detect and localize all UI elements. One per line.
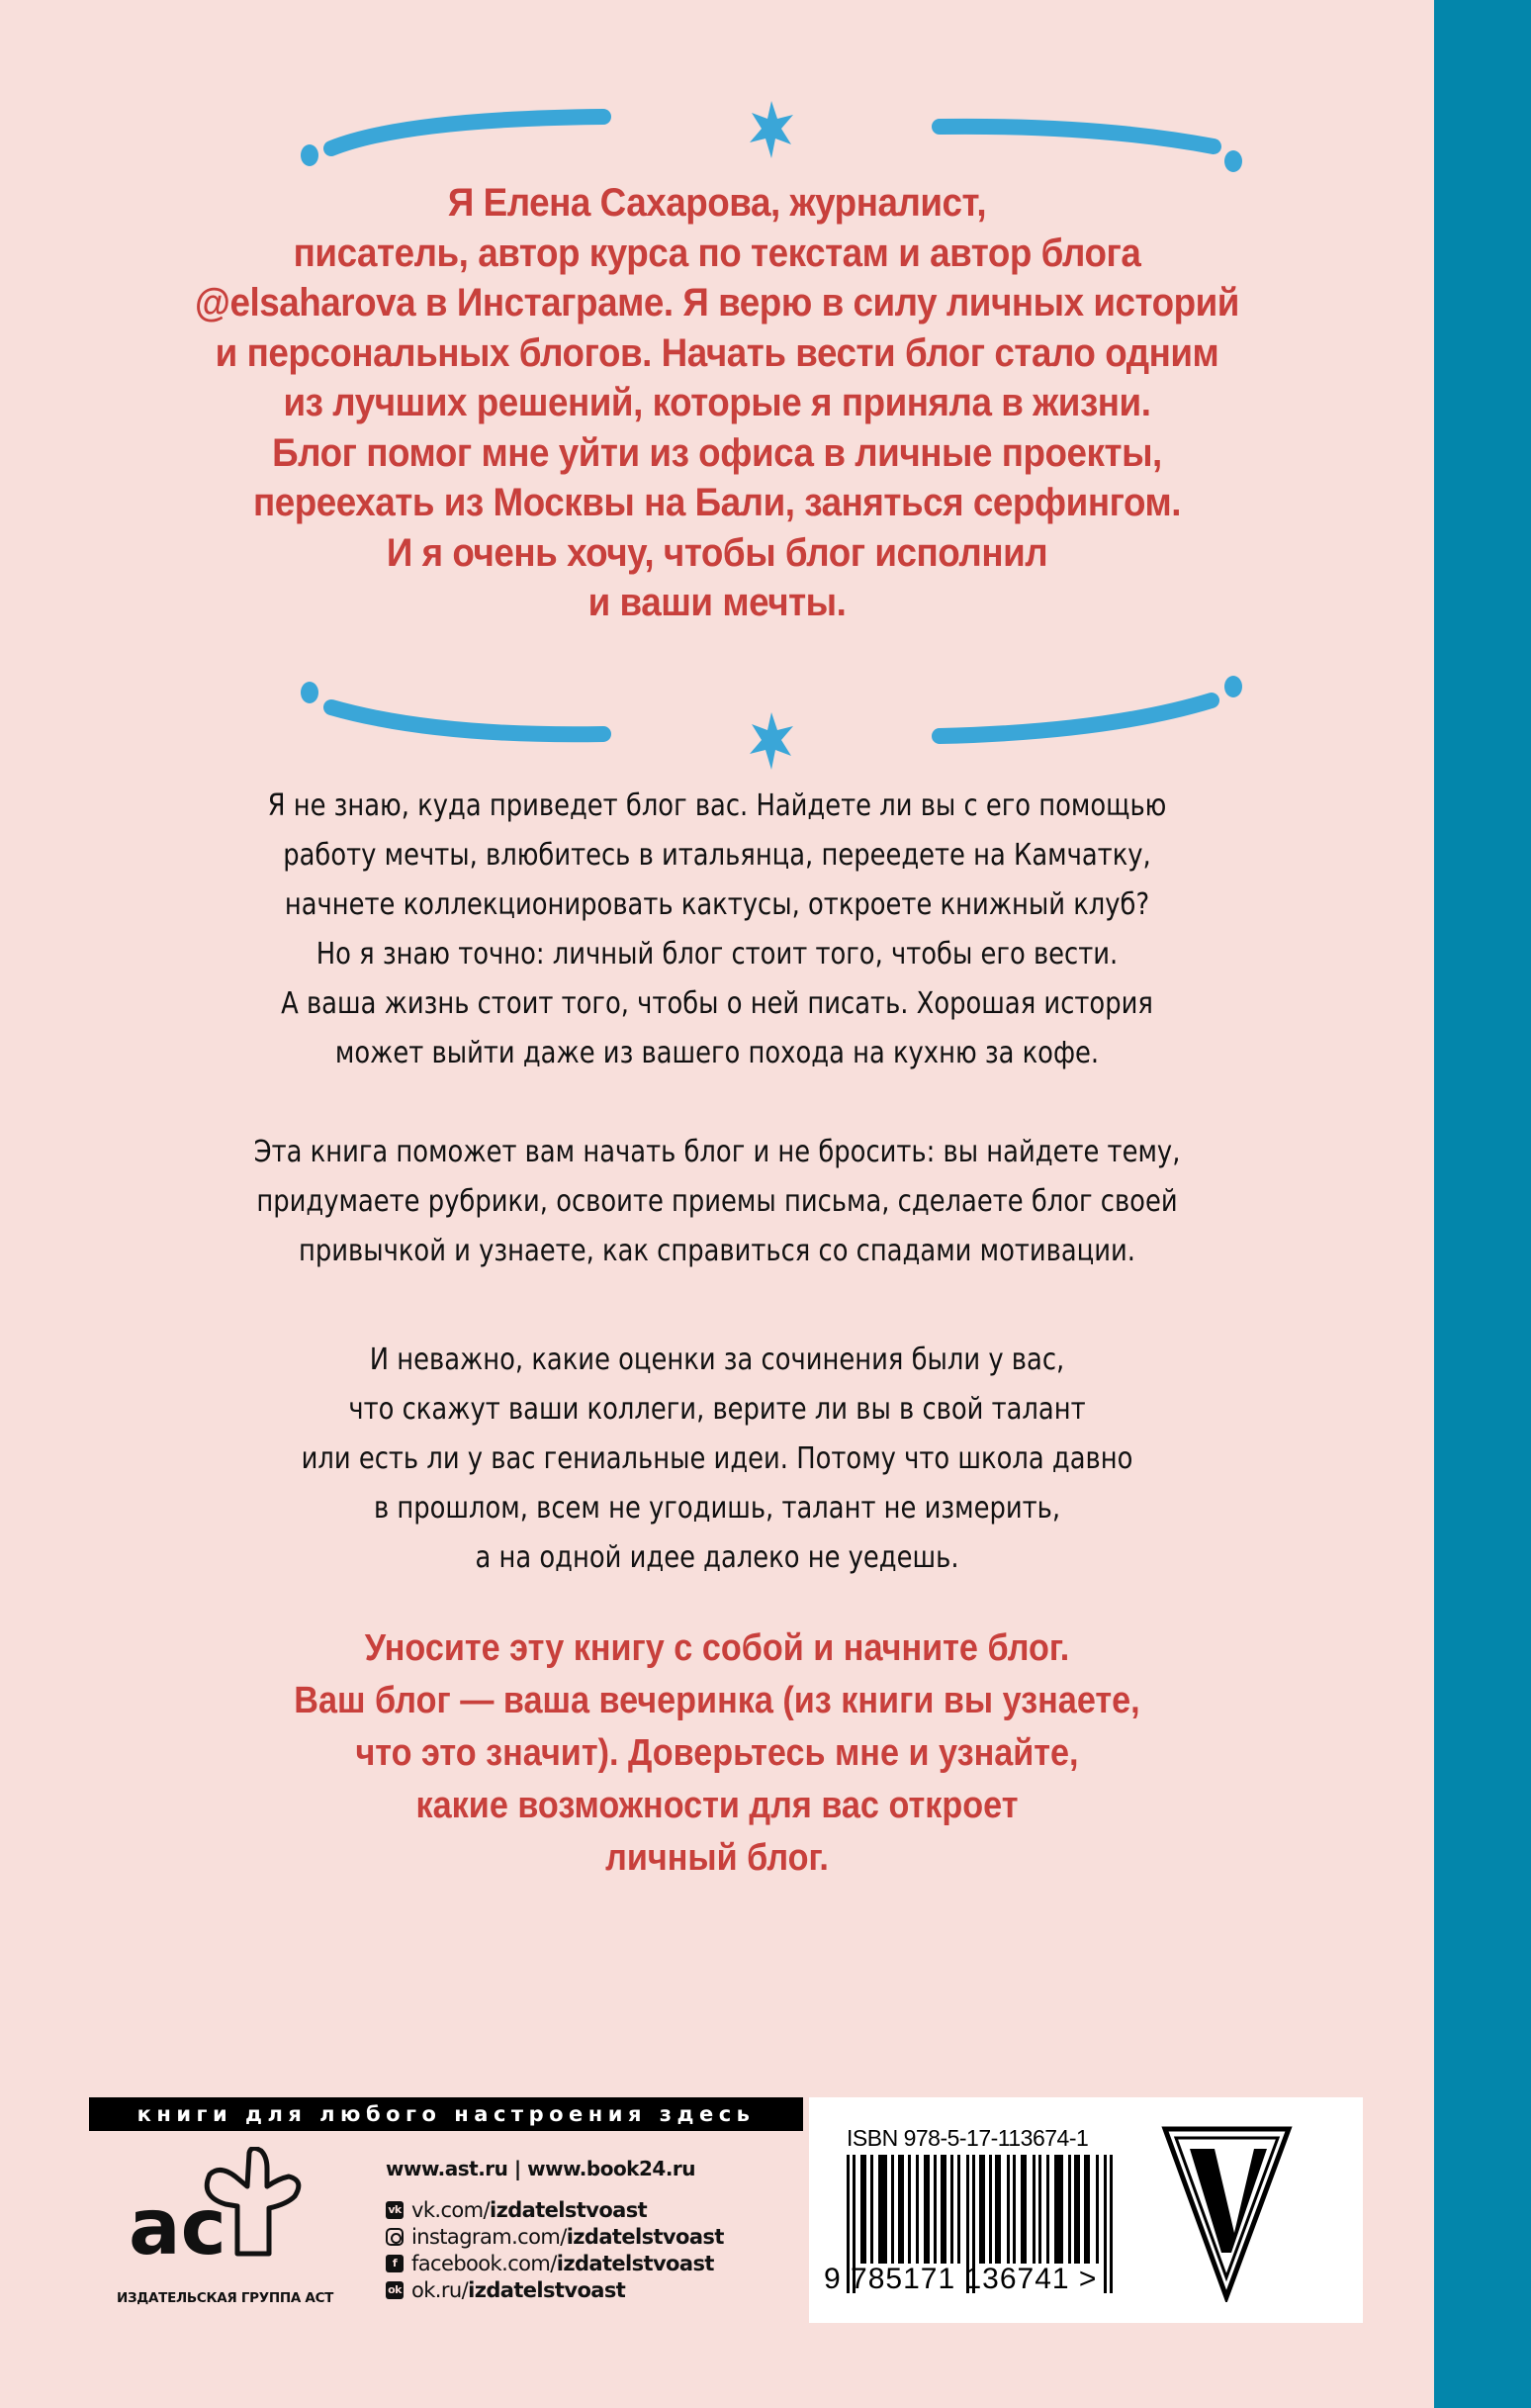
social-handle: izdatelstvoast xyxy=(490,2197,648,2222)
text-line: работу мечты, влюбитесь в итальянца, переедете на Камчатку, xyxy=(283,838,1151,873)
social-handle: izdatelstvoast xyxy=(566,2224,724,2249)
text-line: и персональных блогов. Начать вести блог стало одним xyxy=(215,330,1219,375)
text-line: из лучших решений, которые я приняла в жизни. xyxy=(283,381,1151,424)
text-line: Ваш блог — ваша вечеринка (из книги вы узнаете, xyxy=(294,1680,1140,1721)
text-line: что это значит). Доверьтесь мне и узнайте, xyxy=(355,1732,1079,1774)
body-paragraph-2 xyxy=(0,1128,1434,1276)
publisher-name: ИЗДАТЕЛЬСКАЯ ГРУППА АСТ xyxy=(117,2290,334,2306)
decorative-swash-star-icon xyxy=(287,663,1256,772)
isbn-barcode-panel xyxy=(809,2097,1363,2323)
odnoklassniki-icon: ok xyxy=(386,2281,404,2299)
text-line: какие возможности для вас откроет xyxy=(415,1785,1019,1826)
closing-paragraph xyxy=(0,1622,1434,1885)
text-line: Но я знаю точно: личный блог стоит того, чтобы его вести. xyxy=(315,937,1119,972)
social-prefix: vk.com/ xyxy=(411,2197,490,2222)
social-prefix: facebook.com/ xyxy=(411,2251,557,2275)
body-paragraph-1 xyxy=(0,782,1434,1078)
website-links[interactable]: www.ast.ru | www.book24.ru xyxy=(386,2157,696,2180)
facebook-icon: f xyxy=(386,2255,404,2272)
text-line: А ваша жизнь стоит того, чтобы о ней писать. Хорошая история xyxy=(281,986,1153,1021)
spine-color-stripe xyxy=(1434,0,1531,2408)
v-triangle-mark-icon xyxy=(1160,2124,1294,2302)
text-line: @elsaharova в Инстаграме. Я верю в силу личных историй xyxy=(195,281,1239,324)
text-line: придумаете рубрики, освоите приемы письма, сделаете блог своей xyxy=(256,1184,1178,1219)
instagram-icon xyxy=(386,2228,404,2246)
text-line: в прошлом, всем не угодишь, талант не измерить, xyxy=(373,1491,1061,1526)
social-prefix: ok.ru/ xyxy=(411,2277,469,2302)
text-line: или есть ли у вас гениальные идеи. Потому что школа давно xyxy=(301,1441,1133,1476)
publisher-links xyxy=(386,2157,724,2303)
text-line: Я не знаю, куда приведет блог вас. Найдете ли вы с его помощью xyxy=(267,788,1167,823)
isbn-number: ISBN 978-5-17-113674-1 xyxy=(847,2125,1089,2151)
text-line: Эта книга поможет вам начать блог и не бросить: вы найдете тему, xyxy=(253,1135,1181,1169)
text-line: Я Елена Сахарова, журналист, xyxy=(447,181,987,225)
ast-logo xyxy=(129,2147,386,2266)
text-line: писатель, автор курса по текстам и автор блога xyxy=(293,231,1141,275)
social-link-instagram[interactable] xyxy=(386,2223,724,2250)
text-line: может выйти даже из вашего похода на кухню за кофе. xyxy=(334,1036,1100,1070)
ean-digits: 9 785171 136741 > xyxy=(824,2263,1098,2295)
author-intro-paragraph xyxy=(0,178,1434,628)
age-rating-mark xyxy=(1160,2124,1294,2302)
text-line: переехать из Москвы на Бали, заняться серфингом. xyxy=(252,481,1182,524)
text-line: И я очень хочу, чтобы блог исполнил xyxy=(386,530,1048,575)
text-line: личный блог. xyxy=(605,1837,829,1879)
vk-icon: vk xyxy=(386,2201,404,2219)
social-handle: izdatelstvoast xyxy=(556,2251,714,2275)
text-line: что скажут ваши коллеги, верите ли вы в свой талант xyxy=(348,1392,1086,1427)
social-prefix: instagram.com/ xyxy=(411,2224,567,2249)
social-link-vk[interactable] xyxy=(386,2196,724,2223)
social-link-odnoklassniki[interactable] xyxy=(386,2276,724,2303)
logo-text: ac xyxy=(129,2183,226,2266)
text-line: Блог помог мне уйти из офиса в личные проекты, xyxy=(272,430,1162,475)
text-line: привычкой и узнаете, как справиться со спадами мотивации. xyxy=(299,1234,1135,1268)
text-line: а на одной идее далеко не уедешь. xyxy=(475,1540,959,1575)
tagline-banner: книги для любого настроения здесь xyxy=(89,2097,803,2131)
social-handle: izdatelstvoast xyxy=(468,2277,626,2302)
body-paragraph-3 xyxy=(0,1336,1434,1583)
text-line: и ваши мечты. xyxy=(587,581,847,624)
text-line: Уносите эту книгу с собой и начните блог. xyxy=(364,1627,1070,1669)
ornament-bottom xyxy=(287,663,1256,772)
social-link-facebook[interactable] xyxy=(386,2250,724,2276)
text-line: И неважно, какие оценки за сочинения были у вас, xyxy=(369,1343,1065,1377)
text-line: начнете коллекционировать кактусы, откроете книжный клуб? xyxy=(284,887,1150,922)
ast-cactus-logo-icon xyxy=(129,2147,386,2266)
